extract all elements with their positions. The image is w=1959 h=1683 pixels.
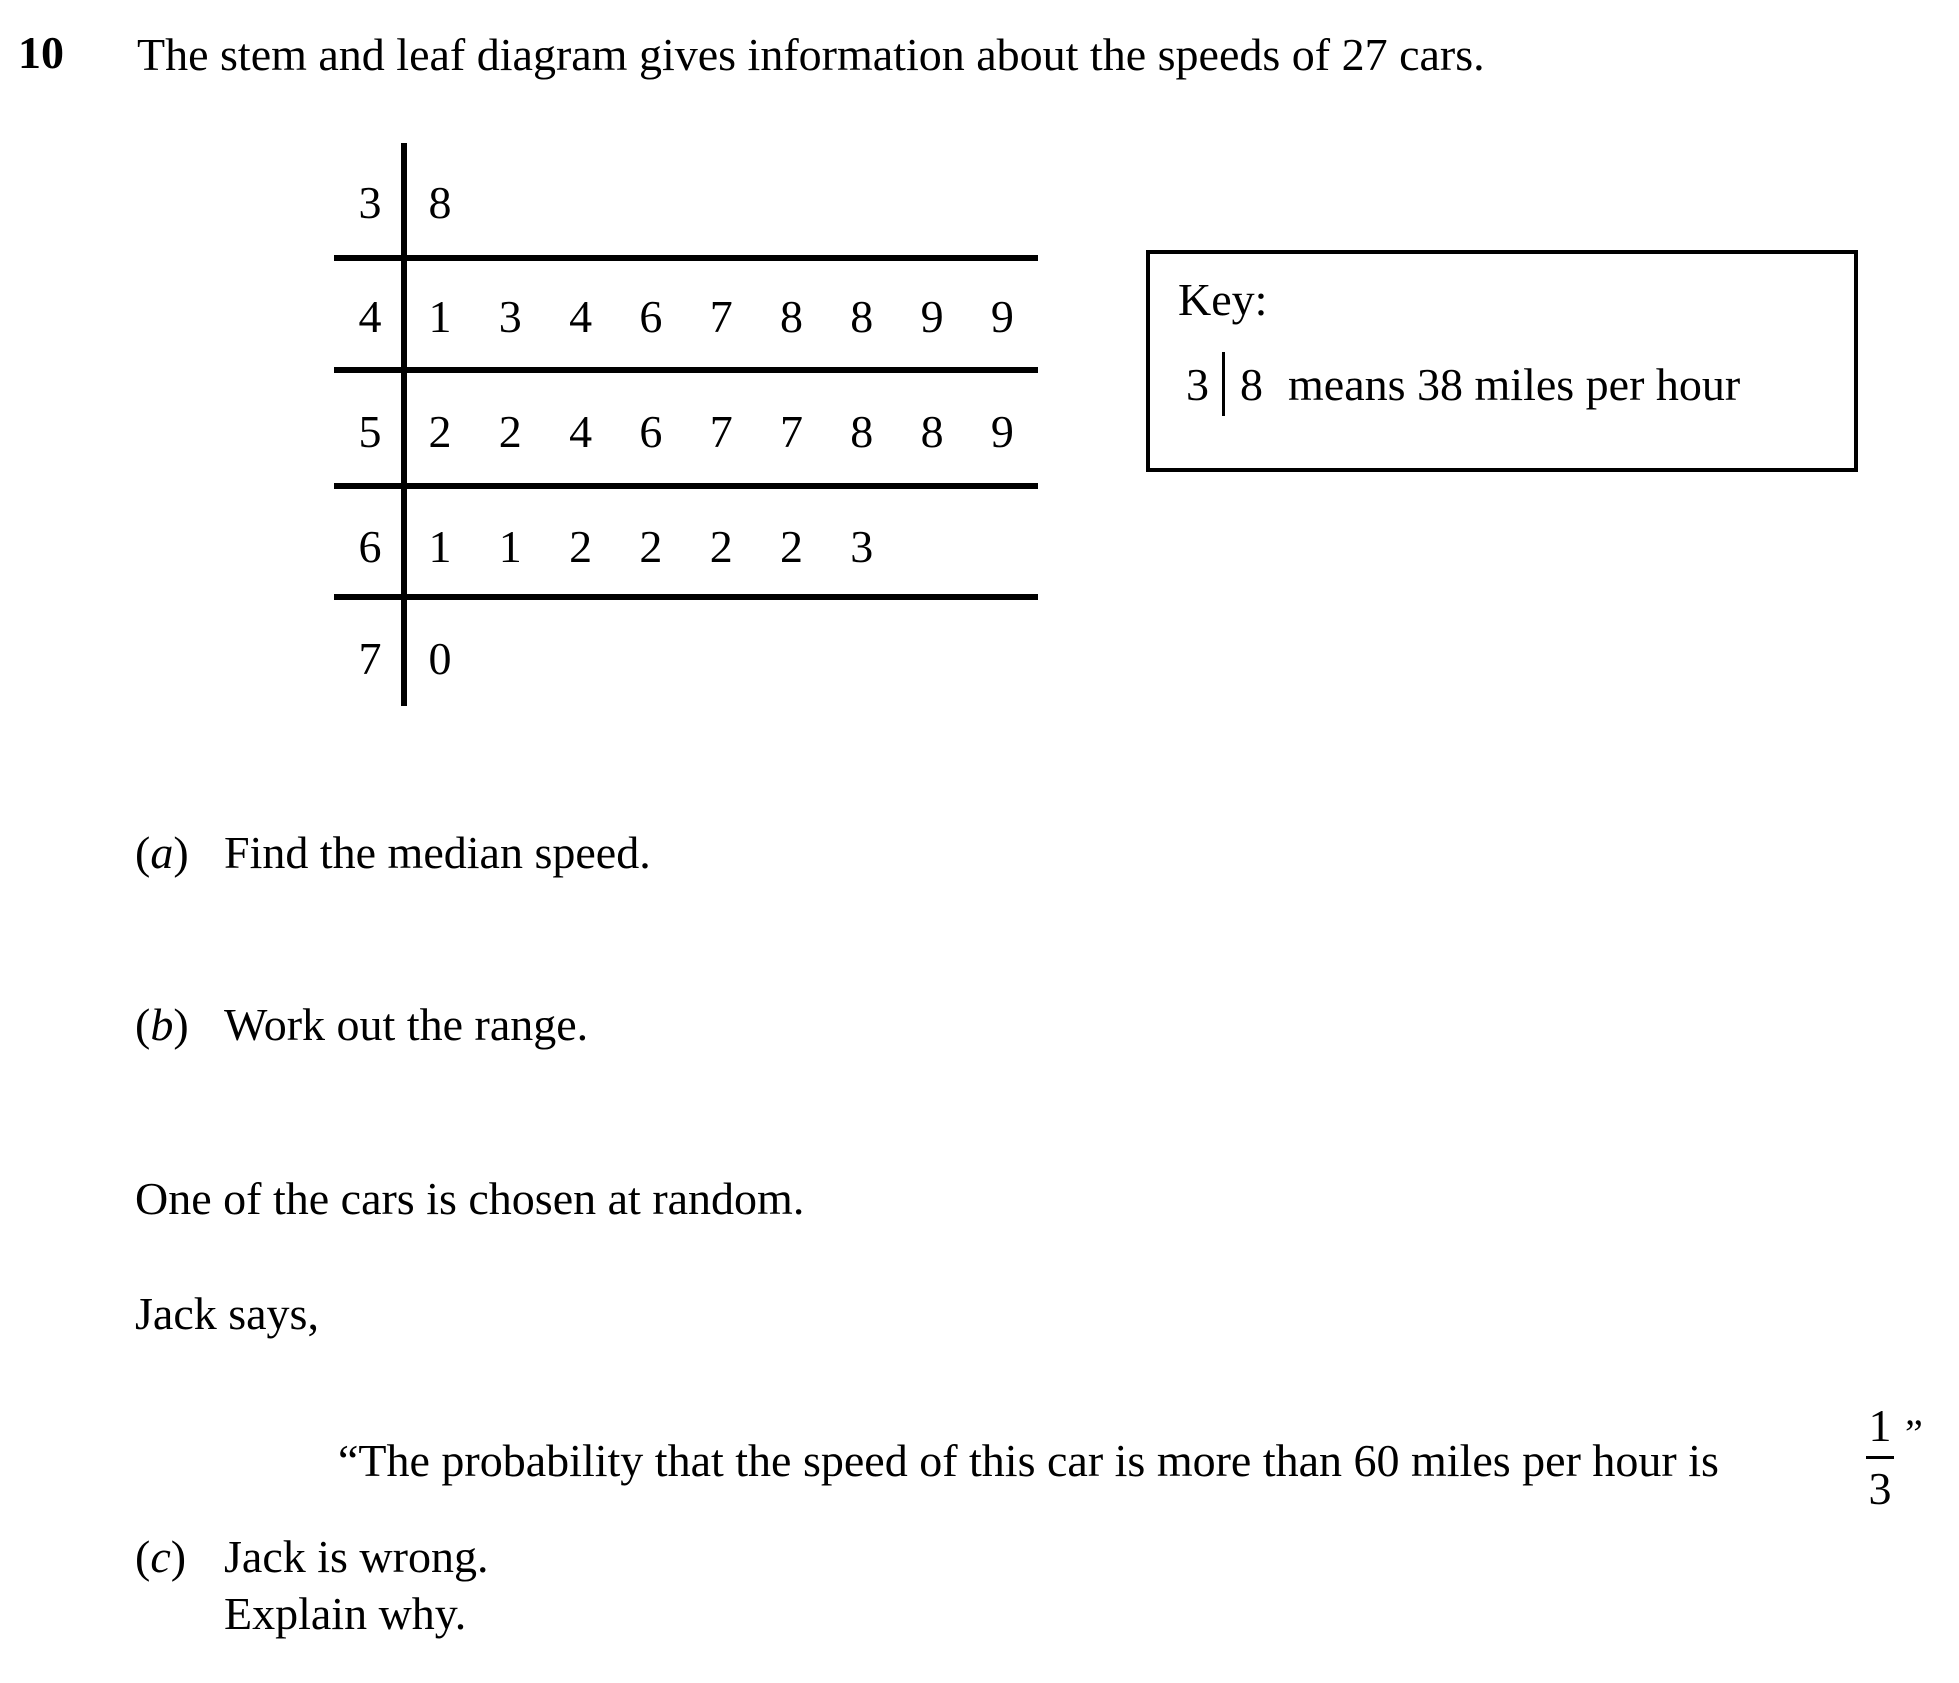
part-b-text: Work out the range. bbox=[224, 999, 589, 1050]
leaf-value: 3 bbox=[850, 521, 874, 572]
leaf-value: 1 bbox=[428, 521, 452, 572]
random-choice-text: One of the cars is chosen at random. bbox=[135, 1173, 805, 1224]
jack-says-text: Jack says, bbox=[135, 1288, 319, 1339]
leaf-value: 1 bbox=[498, 521, 522, 572]
closing-quote: ” bbox=[1905, 1411, 1923, 1456]
part-c-label: (c) bbox=[135, 1531, 187, 1582]
key-meaning: means 38 miles per hour bbox=[1288, 359, 1741, 410]
key-divider bbox=[1222, 352, 1225, 416]
stem-value: 7 bbox=[358, 633, 382, 684]
leaf-value: 8 bbox=[850, 406, 874, 457]
leaf-value: 2 bbox=[639, 521, 663, 572]
leaf-value: 0 bbox=[428, 633, 452, 684]
stem-value: 4 bbox=[358, 291, 382, 342]
leaf-value: 9 bbox=[920, 291, 944, 342]
part-a-text: Find the median speed. bbox=[224, 827, 651, 878]
fraction-one-third bbox=[1860, 1400, 1900, 1515]
leaf-value: 2 bbox=[569, 521, 593, 572]
stem-divider-line bbox=[401, 143, 407, 706]
leaf-value: 7 bbox=[709, 291, 733, 342]
leaf-value: 4 bbox=[569, 291, 593, 342]
key-title: Key: bbox=[1178, 274, 1268, 325]
jack-quote: “The probability that the speed of this car is more than 60 miles per hour is bbox=[338, 1435, 1719, 1486]
stem-value: 3 bbox=[358, 177, 382, 228]
leaf-value: 8 bbox=[850, 291, 874, 342]
row-separator-line bbox=[334, 483, 1038, 489]
leaf-value: 7 bbox=[709, 406, 733, 457]
fraction-bar bbox=[1866, 1456, 1894, 1459]
leaf-value: 2 bbox=[428, 406, 452, 457]
leaf-value: 2 bbox=[780, 521, 803, 572]
leaf-value: 9 bbox=[990, 406, 1014, 457]
leaf-value: 2 bbox=[498, 406, 522, 457]
part-a-label: (a) bbox=[135, 827, 189, 878]
leaf-value: 9 bbox=[990, 291, 1014, 342]
fraction-denominator: 3 bbox=[1868, 1463, 1892, 1514]
stem-value: 5 bbox=[358, 406, 382, 457]
key-stem: 3 bbox=[1186, 359, 1209, 410]
leaf-value: 8 bbox=[428, 177, 452, 228]
leaf-value: 6 bbox=[639, 406, 663, 457]
part-c-line2: Explain why. bbox=[224, 1588, 467, 1639]
part-c-line1: Jack is wrong. bbox=[224, 1531, 489, 1582]
row-separator-line bbox=[334, 594, 1038, 600]
leaf-value: 3 bbox=[498, 291, 522, 342]
fraction-numerator: 1 bbox=[1868, 1400, 1892, 1451]
leaf-value: 8 bbox=[780, 291, 803, 342]
leaf-value: 4 bbox=[569, 406, 593, 457]
part-b-label: (b) bbox=[135, 999, 189, 1050]
leaf-value: 8 bbox=[920, 406, 944, 457]
leaf-value: 7 bbox=[780, 406, 803, 457]
row-separator-line bbox=[334, 367, 1038, 373]
stem-value: 6 bbox=[358, 521, 382, 572]
leaf-value: 1 bbox=[428, 291, 452, 342]
leaf-value: 2 bbox=[709, 521, 733, 572]
question-intro: The stem and leaf diagram gives information about the speeds of 27 cars. bbox=[137, 29, 1485, 80]
row-separator-line bbox=[334, 255, 1038, 261]
leaf-value: 6 bbox=[639, 291, 663, 342]
question-number: 10 bbox=[18, 27, 64, 78]
key-leaf: 8 bbox=[1240, 359, 1263, 410]
